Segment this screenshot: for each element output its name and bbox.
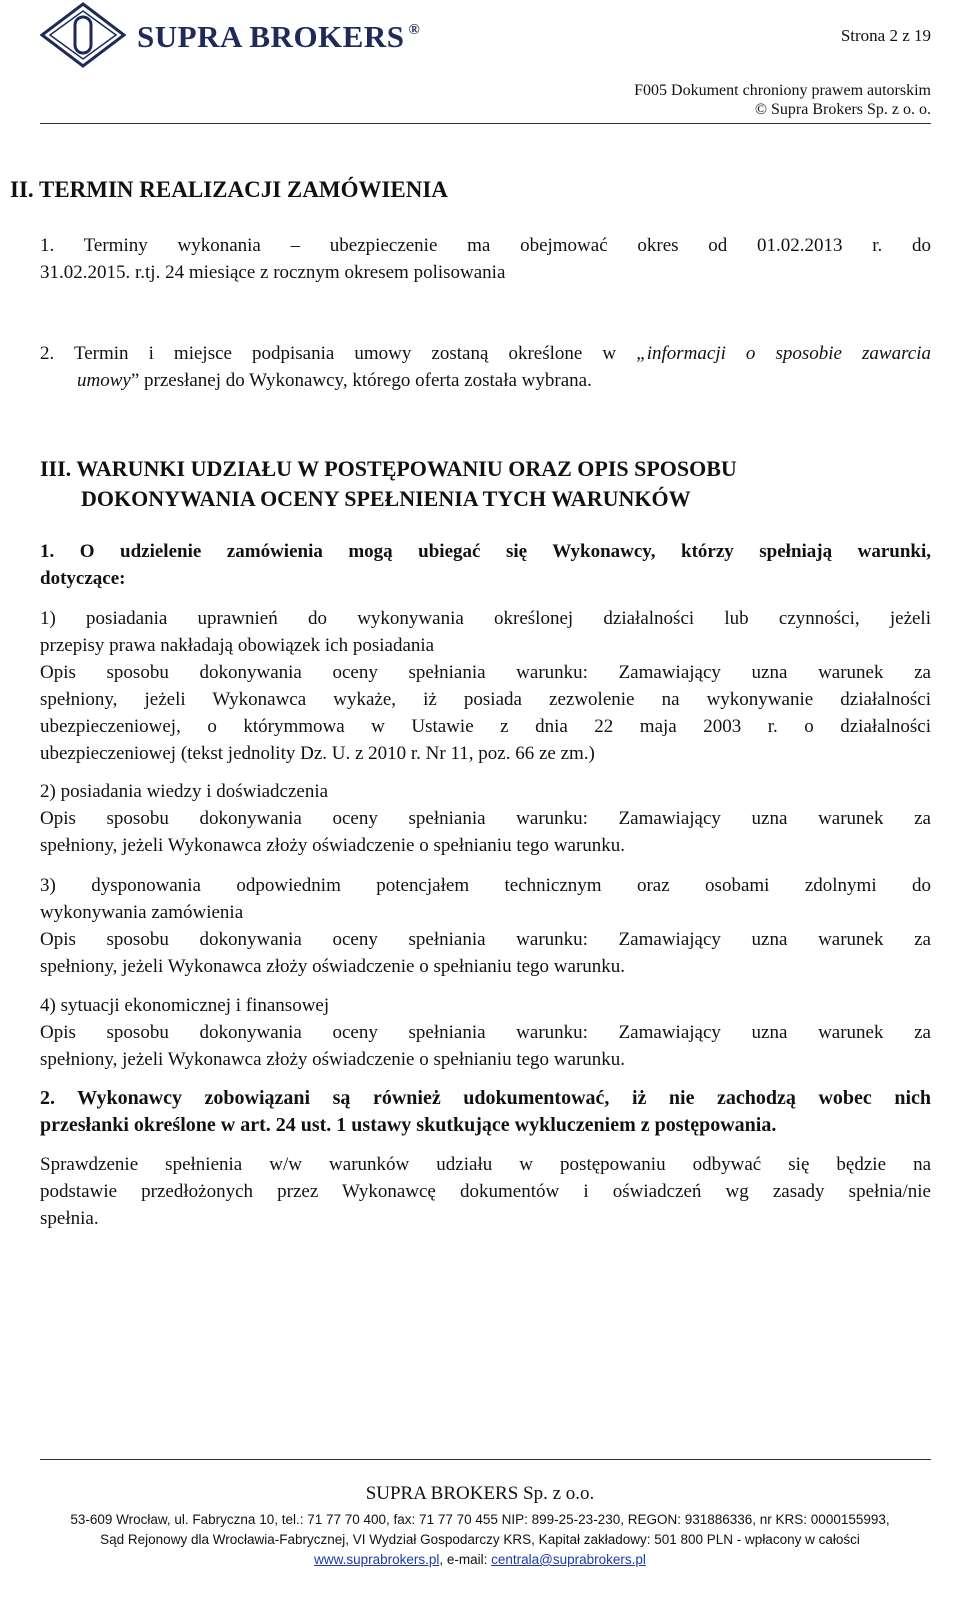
condition-3: 3) dysponowania odpowiednim potencjałem technicznym oraz osobami zdolnymi do wykonywania zamówienia Opis sposobu dokonywania oceny spełniania warunku: Zamawiający uzna warunek za spełniony, jeżeli Wykonawca złoży oświadczenie o spełnianiu tego warunku. [40, 875, 931, 977]
supra-brokers-logo-icon [40, 2, 126, 68]
brand-name: SUPRA BROKERS ® [137, 19, 421, 54]
conditions-intro: 1. O udzielenie zamówienia mogą ubiegać się Wykonawcy, którzy spełniają warunki, dotyczące: [40, 541, 931, 589]
condition-1: 1) posiadania uprawnień do wykonywania określonej działalności lub czynności, jeżeli przepisy prawa nakładają obowiązek ich posiadania Opis sposobu dokonywania oceny spełniania warunku: Zamawiający uzna warunek za spełniony, jeżeli Wykonawca wykaże, iż posiada zezwolenie na wykonywanie działalności ubezpieczeniowej, o którymmowa w Ustawie z dnia 22 maja 2003 r. o działalności ubezpieczeniowej (tekst jednolity Dz. U. z 2010 r. Nr 11, poz. 66 ze zm.) [40, 608, 931, 764]
footer-address: 53-609 Wrocław, ul. Fabryczna 10, tel.: 71 77 70 400, fax: 71 77 70 455 NIP: 899-25-23-230, REGON: 931886336, nr KRS: 0000155993, [70, 1512, 890, 1527]
footer-company: SUPRA BROKERS Sp. z o.o. [365, 1483, 595, 1504]
section-2-heading: II. TERMIN REALIZACJI ZAMÓWIENIA [10, 177, 448, 202]
page-number: Strona 2 z 19 [840, 26, 931, 45]
notice-line-2: © Supra Brokers Sp. z o. o. [754, 101, 931, 118]
condition-2: 2) posiadania wiedzy i doświadczenia Opis sposobu dokonywania oceny spełniania warunku: Zamawiający uzna warunek za spełniony, jeżeli Wykonawca złoży oświadczenie o spełnianiu tego warunku. [40, 781, 931, 856]
email-label: , e-mail: [439, 1552, 492, 1567]
footer-registration: Sąd Rejonowy dla Wrocławia-Fabrycznej, VI Wydział Gospodarczy KRS, Kapitał zakładowy: 501 800 PLN - wpłacony w całości [100, 1532, 860, 1547]
verification-paragraph: Sprawdzenie spełnienia w/w warunków udziału w postępowaniu odbywać się będzie na podstawie przedłożonych przez Wykonawcę dokumentów i oświadczeń wg zasady spełnia/nie spełnia. [40, 1154, 931, 1229]
header-divider [40, 123, 931, 124]
condition-4: 4) sytuacji ekonomicznej i finansowej Opis sposobu dokonywania oceny spełniania warunku: Zamawiający uzna warunek za spełniony, jeżeli Wykonawca złoży oświadczenie o spełnianiu tego warunku. [40, 995, 931, 1070]
notice-line-1: F005 Dokument chroniony prawem autorskim [634, 82, 931, 99]
exclusion-paragraph: 2. Wykonawcy zobowiązani są również udokumentować, iż nie zachodzą wobec nich przesłanki określone w art. 24 ust. 1 ustawy skutkujące wykluczeniem z postępowania. [40, 1087, 931, 1136]
section-2-item-2: 2. Termin i miejsce podpisania umowy zostaną określone w „informacji o sposobie zawarcia umowy” przesłanej do Wykonawcy, którego oferta została wybrana. [40, 343, 931, 391]
registered-mark: ® [408, 21, 421, 38]
copyright-notice [634, 81, 931, 119]
email-link[interactable]: centrala@suprabrokers.pl [491, 1552, 646, 1567]
section-3-heading: III. WARUNKI UDZIAŁU W POSTĘPOWANIU ORAZ OPIS SPOSOBU DOKONYWANIA OCENY SPEŁNIENIA TYCH WARUNKÓW [40, 456, 737, 511]
footer-divider [40, 1459, 931, 1460]
website-link[interactable]: www.suprabrokers.pl [314, 1552, 440, 1567]
footer-contact [0, 1552, 960, 1567]
section-2-item-1: 1. Terminy wykonania – ubezpieczenie ma obejmować okres od 01.02.2013 r. do 31.02.2015. r.tj. 24 miesiące z rocznym okresem polisowania [40, 235, 931, 283]
